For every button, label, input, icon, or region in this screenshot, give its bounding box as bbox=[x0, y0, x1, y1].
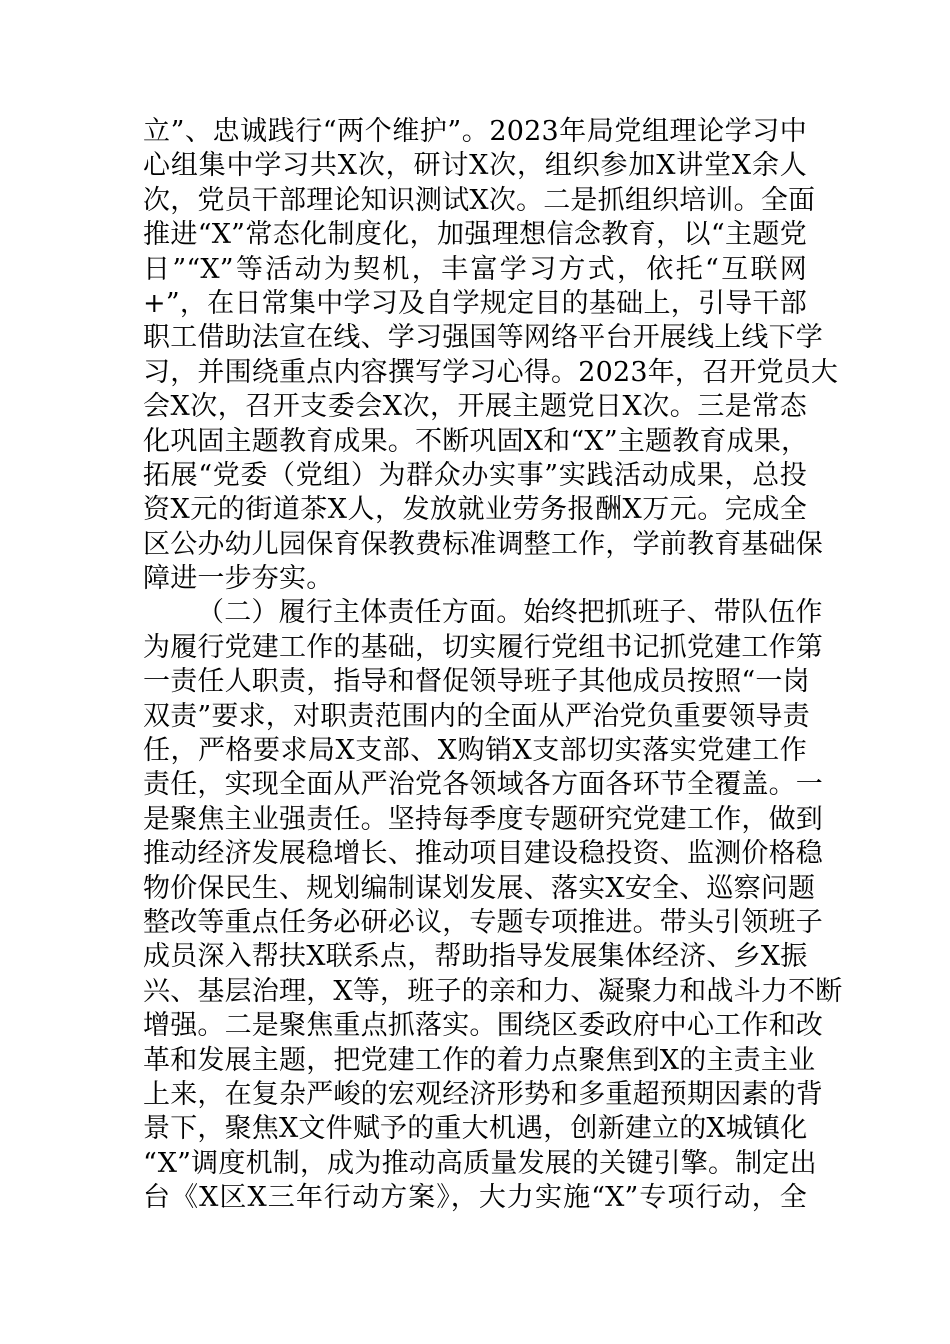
text-line: 职工借助法宣在线、学习强国等网络平台开展线上线下学 bbox=[143, 322, 823, 354]
text-line: 任，严格要求局X支部、X购销X支部切实落实党建工作 bbox=[143, 735, 807, 767]
text-line: 责任，实现全面从严治党各领域各方面各环节全覆盖。一 bbox=[143, 769, 823, 801]
text-line: 立”、忠诚践行“两个维护”。2023年局党组理论学习中 bbox=[143, 116, 807, 147]
text-line: 增强。二是聚焦重点抓落实。围绕区委政府中心工作和改 bbox=[143, 1010, 823, 1042]
text-line: “X”调度机制，成为推动高质量发展的关键引擎。制定出 bbox=[143, 1147, 817, 1179]
text-line: 景下，聚焦X文件赋予的重大机遇，创新建立的X城镇化 bbox=[143, 1113, 808, 1145]
text-line: 一责任人职责，指导和督促领导班子其他成员按照“一岗 bbox=[143, 666, 810, 698]
text-line: 推动经济发展稳增长、推动项目建设稳投资、监测价格稳 bbox=[143, 838, 823, 870]
text-line: 兴、基层治理，X等，班子的亲和力、凝聚力和战斗力不断 bbox=[143, 975, 843, 1007]
text-line: 革和发展主题，把党建工作的着力点聚焦到X的主责主业 bbox=[143, 1044, 816, 1076]
text-line: 双责”要求，对职责范围内的全面从严治党负重要领导责 bbox=[143, 700, 810, 732]
text-line: 化巩固主题教育成果。不断巩固X和“X”主题教育成果， bbox=[143, 425, 809, 457]
text-line: 成员深入帮扶X联系点，帮助指导发展集体经济、乡X振 bbox=[143, 941, 808, 973]
text-line: 台《X区X三年行动方案》，大力实施“X”专项行动，全 bbox=[143, 1182, 807, 1214]
text-line: 区公办幼儿园保育保教费标准调整工作，学前教育基础保 bbox=[143, 528, 823, 560]
body-text bbox=[143, 115, 843, 1216]
text-line: 习，并围绕重点内容撰写学习心得。2023年，召开党员大 bbox=[143, 356, 839, 388]
text-line: 物价保民生、规划编制谋划发展、落实X安全、巡察问题 bbox=[143, 872, 816, 904]
text-line: 为履行党建工作的基础，切实履行党组书记抓党建工作第 bbox=[143, 631, 823, 663]
section-heading-line: （二）履行主体责任方面。始终把抓班子、带队伍作 bbox=[197, 597, 823, 629]
text-line: 拓展“党委（党组）为群众办实事”实践活动成果，总投 bbox=[143, 459, 807, 491]
text-line: 障进一步夯实。 bbox=[143, 563, 334, 595]
text-line: 是聚焦主业强责任。坚持每季度专题研究党建工作，做到 bbox=[143, 803, 823, 835]
text-line: 资X元的街道茶X人，发放就业劳务报酬X万元。完成全 bbox=[143, 494, 807, 526]
text-line: +”，在日常集中学习及自学规定目的基础上，引导干部 bbox=[143, 287, 807, 319]
text-line: 上来，在复杂严峻的宏观经济形势和多重超预期因素的背 bbox=[143, 1078, 823, 1110]
text-line: 次，党员干部理论知识测试X次。二是抓组织培训。全面 bbox=[143, 184, 816, 216]
text-line: 会X次，召开支委会X次，开展主题党日X次。三是常态 bbox=[143, 391, 807, 423]
text-line: 推进“X”常态化制度化，加强理想信念教育，以“主题党 bbox=[143, 219, 807, 251]
text-line: 整改等重点任务必研必议，专题专项推进。带头引领班子 bbox=[143, 906, 823, 938]
text-line: 日”“X”等活动为契机，丰富学习方式，依托“互联网 bbox=[143, 253, 807, 285]
text-line: 心组集中学习共X次，研讨X次，组织参加X讲堂X余人 bbox=[143, 150, 807, 182]
